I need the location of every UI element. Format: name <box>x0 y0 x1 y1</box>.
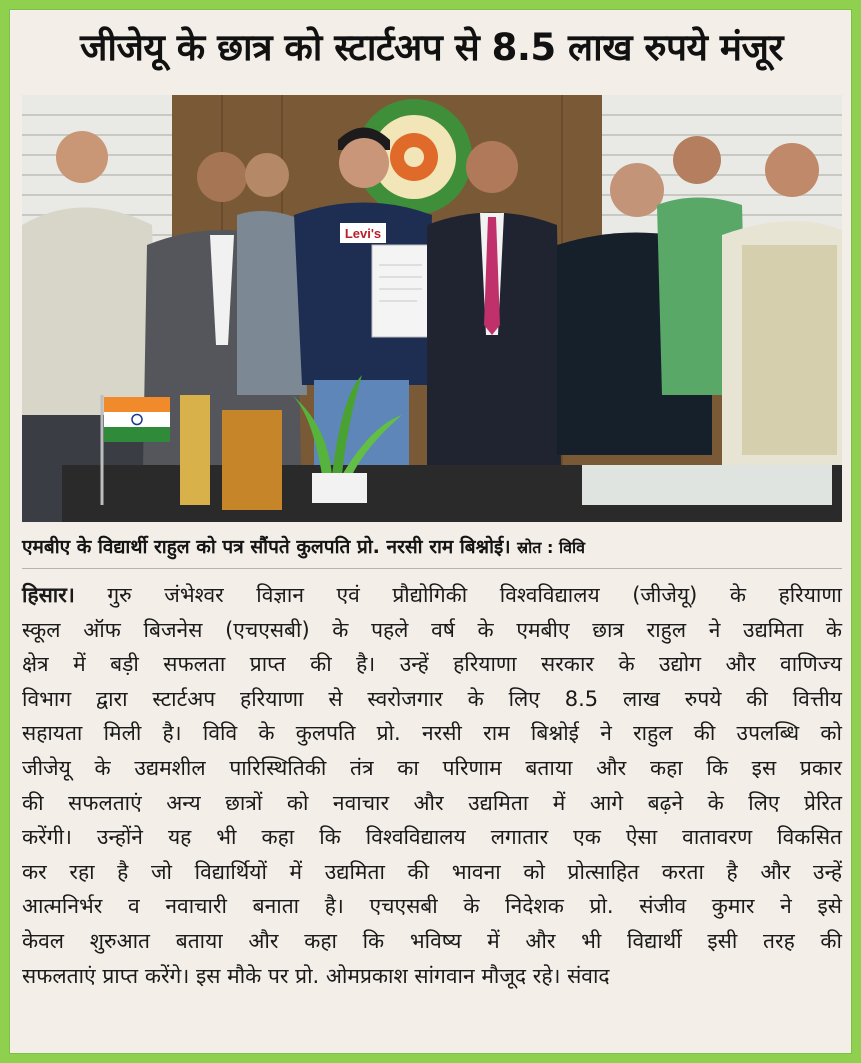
article-line-4: विभाग द्वारा स्टार्टअप हरियाणा से स्वरोजगार के लिए 8.5 लाख रुपये की वित्तीय <box>22 686 842 711</box>
caption-source: स्रोत : विवि <box>517 538 586 557</box>
shirt-logo-text: Levi's <box>344 226 382 241</box>
news-clipping <box>9 9 852 1054</box>
article-line-10: आत्मनिर्भर व नवाचारी बनाता है। एचएसबी के निदेशक प्रो. संजीव कुमार ने इसे <box>22 894 842 919</box>
article-line-6: जीजेयू के उद्यमशील पारिस्थितिकी तंत्र का परिणाम बताया और कहा कि इस प्रकार <box>22 755 842 780</box>
article-line-2: स्कूल ऑफ बिजनेस (एचएसबी) के पहले वर्ष के एमबीए छात्र राहुल ने उद्यमिता के <box>22 617 842 642</box>
caption-text: एमबीए के विद्यार्थी राहुल को पत्र सौंपते कुलपति प्रो. नरसी राम बिश्नोई। <box>22 536 511 558</box>
article-line-7: की सफलताएं अन्य छात्रों को नवाचार और उद्यमिता में आगे बढ़ने के लिए प्रेरित <box>22 790 842 815</box>
caption-divider <box>22 568 842 569</box>
trophy <box>180 395 210 505</box>
letter-document <box>372 245 430 337</box>
photo-illustration <box>22 95 842 522</box>
article-line-3: क्षेत्र में बड़ी सफलता प्राप्त की है। उन्हें हरियाणा सरकार के उद्योग और वाणिज्य <box>22 652 842 677</box>
article-line-1: हिसार। गुरु जंभेश्वर विज्ञान एवं प्रौद्योगिकी विश्वविद्यालय (जीजेयू) के हरियाणा <box>22 583 842 607</box>
award-plaque <box>222 410 282 510</box>
article-line-12: सफलताएं प्राप्त करेंगे। इस मौके पर प्रो. ओमप्रकाश सांगवान मौजूद रहे। संवाद <box>22 963 610 988</box>
article-line-5: सहायता मिली है। विवि के कुलपति प्रो. नरसी राम बिश्नोई ने राहुल की उपलब्धि को <box>22 721 842 746</box>
article-line-9: कर रहा है जो विद्यार्थियों में उद्यमिता की भावना को प्रोत्साहित करता है और उन्हें <box>22 859 842 884</box>
article-line-8: करेंगी। उन्होंने यह भी कहा कि विश्वविद्यालय लगातार एक ऐसा वातावरण विकसित <box>22 825 842 850</box>
dateline: हिसार। <box>22 583 75 607</box>
news-photo <box>22 95 842 522</box>
photo-caption <box>22 532 842 563</box>
article-line-11: केवल शुरुआत बताया और कहा कि भविष्य में और भी विद्यार्थी इसी तरह की <box>22 928 842 953</box>
article-body <box>22 578 842 993</box>
headline: जीजेयू के छात्र को स्टार्टअप से 8.5 लाख रुपये मंजूर <box>79 26 784 69</box>
